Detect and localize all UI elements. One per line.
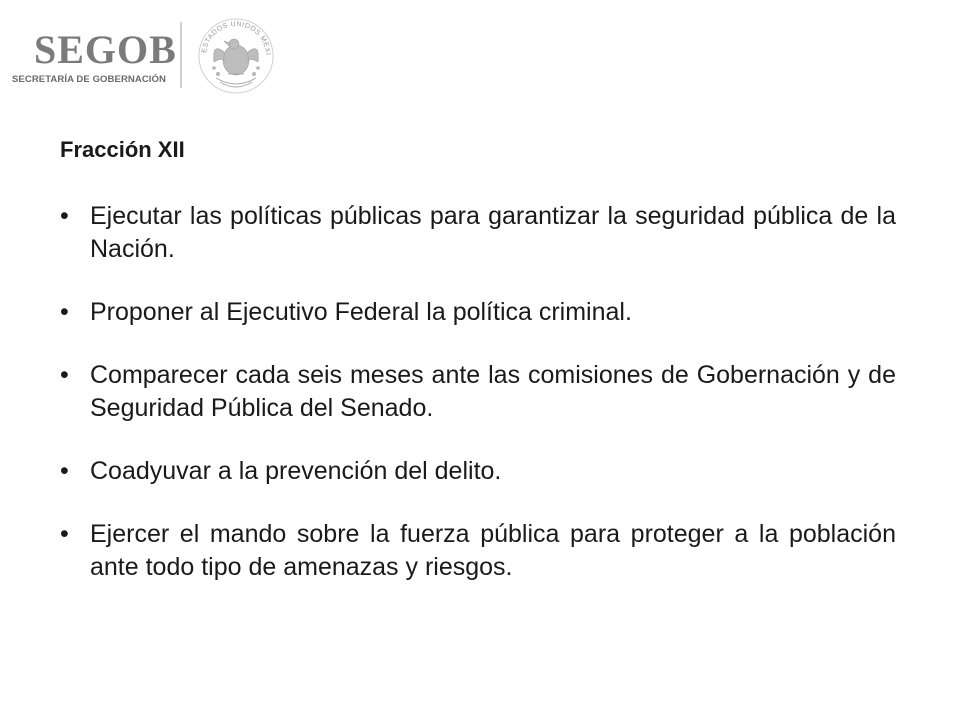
bullet-item [60, 518, 896, 584]
bullet-icon: • [60, 520, 69, 548]
logo-subtitle: SECRETARÍA DE GOBERNACIÓN [12, 74, 166, 85]
bullet-item [60, 455, 896, 488]
bullet-icon: • [60, 202, 69, 230]
slide-content [60, 136, 896, 614]
bullet-item [60, 200, 896, 266]
mexican-coat-of-arms-icon [194, 12, 278, 96]
bullet-icon: • [60, 457, 69, 485]
section-title: Fracción XII [60, 137, 185, 162]
logo-wordmark: SEGOB [34, 27, 177, 72]
bullet-text: Ejercer el mando sobre la fuerza pública para proteger a la población ante todo tipo de amenazas y riesgos. [90, 520, 896, 581]
bullet-icon: • [60, 298, 69, 326]
bullet-list [60, 200, 896, 584]
bullet-icon: • [60, 361, 69, 389]
bullet-text: Ejecutar las políticas públicas para garantizar la seguridad pública de la Nación. [90, 202, 896, 263]
bullet-text: Coadyuvar a la prevención del delito. [90, 457, 502, 485]
header-divider [180, 22, 182, 88]
bullet-text: Proponer al Ejecutivo Federal la política criminal. [90, 298, 632, 326]
segob-logo [12, 27, 177, 88]
svg-text:ESTADOS UNIDOS MEXICANOS: ESTADOS UNIDOS MEXI [201, 20, 272, 56]
bullet-item [60, 359, 896, 425]
bullet-text: Comparecer cada seis meses ante las comisiones de Gobernación y de Seguridad Pública del Senado. [90, 361, 896, 422]
bullet-item [60, 296, 896, 329]
header [0, 0, 960, 110]
